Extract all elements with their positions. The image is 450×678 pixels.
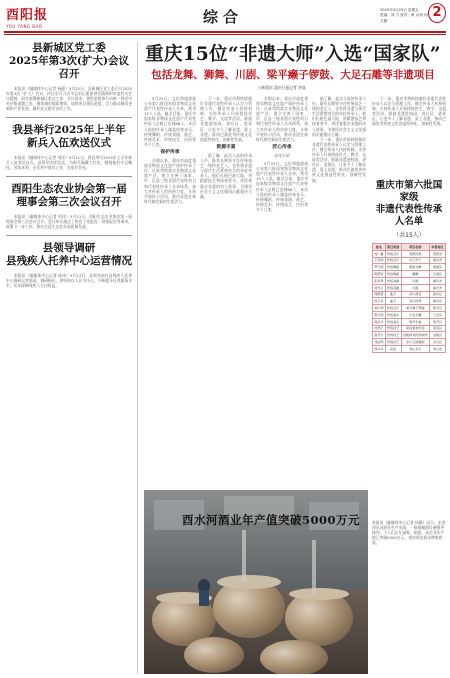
table-cell: 巴南区 (430, 271, 446, 278)
lead-story-paragraph: 长期以来，重庆市高度重视非物质文化遗产保护传承工作，认真贯彻落实非物质文化遗产法，建立完善了国家、市、区县三级非遗代表性项目和代表性传承人名录体系，加大对传承人的扶持力度，支持开展传习活动，推动非遗在新时代焕发新的生机活力。 (256, 96, 308, 142)
table-cell: 罗天明 (374, 265, 384, 270)
story3-body: 本报讯（融媒体中心记者 何佳）5月21日，酉阳生态农业协会第一届理事会第三次会议召开。会议审议通过了协会工作报告、财务报告等事项，部署下一步工作，推动全县生态农业高质量发展。 (6, 213, 132, 230)
table-row (373, 325, 446, 332)
table-cell: 梁平区 (430, 305, 446, 312)
table-cell: 传统技艺 (386, 333, 400, 338)
table-cell: 梁平区 (430, 318, 446, 325)
table-header-row (373, 244, 446, 251)
lead-story-text-block (372, 96, 446, 176)
table-row (373, 332, 446, 339)
lead-story-paragraph: 5月22日，文化和旅游部公布第六批国家级非物质文化遗产代表性传承人名单，我市15人入选。截至目前，重庆市国家级非物质文化遗产代表性传承人总数已达到88人。本次入选的传承人涵盖传统音乐、传统舞蹈、传统戏剧、曲艺、传统美术、传统技艺、民俗等多个门类。 (256, 161, 308, 212)
table-cell: 涪陵榨菜传统制作 (402, 333, 428, 338)
lead-story-paragraph: 据了解，此次入选的传承人中，既有长期坚守在传统技艺一线的老艺人，也有将非遗与现代生活紧密结合的年轻传承人。他们扎根巴渝大地，用精湛技艺和执着坚守，讲述着重庆非遗的动人故事，为建设社会主义文化强国贡献重庆力量。 (312, 96, 366, 137)
lead-story-paragraph: 长期以来，重庆市高度重视非物质文化遗产保护传承工作，认真贯彻落实非物质文化遗产法，建立完善了国家、市、区县三级非遗代表性项目和代表性传承人名录体系，加大对传承人的扶持力度，支持开展传习活动，推动非遗在新时代焕发新的生机活力。 (144, 158, 196, 204)
table-title-line2: 非遗代表性传承人名单 (375, 204, 443, 227)
table-header-cell: 姓名 (373, 244, 386, 251)
story4-title-line2: 县残疾人托养中心运营情况 (6, 254, 132, 267)
table-cell: 传统音乐 (386, 251, 400, 256)
table-cell: 川剧 (401, 284, 430, 291)
table-row (373, 311, 446, 318)
lead-story-subhead-2: 资源丰富 (216, 143, 236, 150)
inheritors-table (372, 243, 446, 353)
page-number-badge: 2 (428, 3, 446, 23)
table-header-cell: 项目类别 (386, 244, 400, 249)
table-cell: 高开宇 (374, 333, 384, 338)
table-cell: 传统美术 (386, 312, 400, 317)
story1-title-line2: 2025年第3次(扩大)会议召开 (9, 55, 129, 80)
table-row (373, 345, 446, 352)
lead-story-paragraph: 5月22日，文化和旅游部公布第六批国家级非物质文化遗产代表性传承人名单，我市15人入选。截至目前，重庆市国家级非物质文化遗产代表性传承人总数已达到88人。本次入选的传承人涵盖传统音乐、传统舞蹈、传统戏剧、曲艺、传统美术、传统技艺、民俗等多个门类。 (144, 96, 196, 147)
lead-story-paragraph: 下一步，重庆市将持续做好非遗代表性传承人认定与管理工作，健全传承人扶持机制，支持传承人开展授徒传艺、教学、交流等活动，鼓励非遗进校园、进社区、进景区，让更多人了解非遗、爱上非遗，推动巴渝优秀传统文化创造性转化、创新性发展。 (200, 96, 252, 142)
table-cell: 涪陵区 (430, 332, 446, 339)
lead-story-paragraph: 下一步，重庆市将持续做好非遗代表性传承人认定与管理工作，健全传承人扶持机制，支持传承人开展授徒传艺、教学、交流等活动，鼓励非遗进校园、进社区、进景区，让更多人了解非遗、爱上非遗，推动巴渝优秀传统文化创造性转化、创新性发展。 (372, 96, 446, 127)
table-row (373, 284, 446, 291)
table-cell: 民俗 (385, 345, 401, 352)
issue-editors: 责编：刘 力 校对：黄 诗谙 何文静 (380, 13, 428, 23)
lead-story-paragraph: 据了解，此次入选的传承人中，既有长期坚守在传统技艺一线的老艺人，也有将非遗与现代生活紧密结合的年轻传承人。他们扎根巴渝大地，用精湛技艺和执着坚守，讲述着重庆非遗的动人故事，为建设社会主义文化强国贡献重庆力量。 (200, 152, 252, 199)
table-cell: 传统音乐 (386, 305, 400, 310)
distillery-story-body: 本报讯（融媒体中心记者 杨静）近日，走进酉水河酒业生产车间，一排排酿酒设备整齐排列，工人们正忙碌着。据悉，该企业年产值已突破5000万元，带动周边群众增收致富。 (372, 520, 446, 546)
table-cell: 邓成明 (374, 339, 384, 344)
story2-title-line2: 新兵入伍欢送仪式 (27, 137, 111, 150)
inheritors-list-box (372, 180, 446, 353)
table-cell: 重庆市 (430, 277, 446, 284)
table-cell: 杜德宇 (374, 326, 384, 331)
table-cell: 重庆市 (430, 284, 446, 291)
story1-headline (6, 42, 132, 81)
table-cell: 传统戏剧 (386, 278, 400, 283)
logo-subtext: YOU YANG BAO (6, 24, 43, 29)
table-cell: 酉阳县 (430, 250, 446, 257)
lead-story-paragraph: 下一步，重庆市将持续做好非遗代表性传承人认定与管理工作，健全传承人扶持机制，支持传承人开展授徒传艺、教学、交流等活动，鼓励非遗进校园、进社区、进景区，让更多人了解非遗、爱上非遗，推动巴渝优秀传统文化创造性转化、创新性发展。 (312, 136, 366, 183)
table-cell: 四川清音 (401, 291, 430, 298)
lead-story-column-3 (256, 96, 308, 486)
table-row (373, 318, 446, 325)
table-cell: 重庆市 (430, 257, 446, 264)
table-cell: 传统戏剧 (386, 285, 400, 290)
table-header-cell: 申报地区 (431, 244, 444, 249)
table-cell: 铜梁区 (430, 264, 446, 271)
table-cell: 陈可明 (374, 312, 384, 317)
table-cell: 梁平年画 (401, 318, 430, 325)
lead-story-column-5 (372, 96, 446, 127)
table-body (373, 250, 446, 352)
divider (6, 176, 132, 177)
story4-title-line1: 县领导调研 (42, 241, 96, 254)
story3-title-line2: 理事会第三次会议召开 (16, 195, 122, 208)
table-cell: 大足区 (430, 311, 446, 318)
table-cell: 周洪兵 (374, 319, 384, 324)
table-cell: 永川豆豉酿制 (401, 339, 430, 346)
masthead-rule-thin (4, 34, 446, 35)
lead-story-column-1 (144, 96, 196, 486)
story1-title-line1: 县新城区党工委 (32, 42, 106, 54)
lead-story-headline (142, 44, 444, 82)
lead-story-byline: ○新重庆-重庆日报记者 李晟 (258, 85, 306, 90)
table-cell: 荣昌区 (430, 325, 446, 332)
divider (6, 235, 132, 236)
story3-title-line1: 酉阳生态农业协会第一届 (11, 182, 127, 195)
story2-body: 本报讯（融媒体中心记者 刘洋）5月21日，我县举行2025年上半年新兵入伍欢送仪式。县领导出席仪式，为新兵佩戴大红花，勉励他们牢记嘱托，苦练本领，在军营中建功立业，为家乡争光。 (6, 155, 132, 171)
table-cell: 秀山花灯 (401, 345, 430, 352)
distillery-story-headline: 酉水河酒业年产值突破5000万元 (181, 513, 360, 527)
table-row (373, 339, 446, 346)
divider (6, 117, 132, 118)
table-cell: 川江号子 (401, 257, 430, 264)
story1-body: 本报讯（融媒体中心记者 杨静）5月22日，县新城区党工委召开2025年第3次（扩大）会议，传达学习习近平总书记重要讲话精神和市委有关会议精神，研究部署新城区重点工作。会议要求，要把思想和行动统一到党中央决策部署上来，聚焦城市提质增效，加快项目建设进度，全力推动城市更新和产业发展，做好安全稳定各项工作。 (6, 86, 132, 112)
table-cell: 曲艺 (385, 291, 401, 298)
section-title: 综合 (203, 8, 244, 26)
table-cell: 永川区 (430, 339, 446, 346)
table-cell: 刘光宇 (374, 285, 384, 290)
table-cell: 张凤琴 (374, 278, 384, 283)
story4-headline (6, 242, 132, 268)
table-cell: 传统美术 (386, 319, 400, 324)
table-cell: 杨玉华 (374, 299, 384, 304)
table-row (373, 271, 446, 278)
logo-text: 酉阳报 (6, 8, 49, 23)
masthead-rule (4, 31, 446, 33)
table-cell: 谭德君 (374, 292, 384, 297)
table-cell: 陈德荣 (374, 271, 384, 276)
lead-story-subtitle: 包括龙舞、狮舞、川剧、梁平癞子锣鼓、大足石雕等非遗项目 (151, 69, 435, 81)
lead-story-column-2 (200, 96, 252, 486)
publication-info (380, 8, 428, 24)
table-count: （共15人） (393, 232, 425, 239)
table-cell: 铜梁龙舞 (401, 264, 430, 271)
table-row (373, 264, 446, 271)
table-row (373, 250, 446, 257)
lead-story-title: 重庆15位“非遗大师”入选“国家队” (145, 44, 441, 65)
masthead (0, 0, 450, 34)
table-cell: 渝中区 (430, 298, 446, 305)
table-cell: 酉阳民歌 (401, 250, 430, 257)
table-cell: 冉广鑫 (374, 251, 384, 256)
table-cell: 徐兴华 (374, 346, 384, 351)
newspaper-logo (6, 4, 52, 30)
table-header-cell: 项目名称 (401, 244, 430, 251)
table-cell: 秀山县 (430, 345, 446, 352)
table-cell: 荣昌夏布织造 (401, 325, 430, 332)
table-row (373, 291, 446, 298)
table-cell: 传统舞蹈 (386, 271, 400, 276)
table-cell: 传统技艺 (386, 326, 400, 331)
table-row (373, 277, 446, 284)
table-cell: 传统技艺 (386, 339, 400, 344)
table-cell: 大足石雕 (401, 311, 430, 318)
table-cell: 王发明 (374, 258, 384, 263)
story3-headline (6, 183, 132, 209)
table-title-line1: 重庆市第六批国家级 (375, 180, 443, 203)
table-row (373, 298, 446, 305)
table-cell: 传统舞蹈 (386, 265, 400, 270)
table-cell: 狮舞 (401, 271, 430, 278)
table-cell: 曲艺 (385, 298, 401, 305)
lead-story-subhead-note: 成果丰硕 (274, 152, 290, 158)
story2-title-line1: 我县举行2025年上半年 (12, 124, 126, 137)
lead-story-subhead-1: 保护传承 (160, 148, 180, 155)
story4-body: 本报讯（融媒体中心记者 陈伟）5月21日，县领导前往县残疾人托养中心调研运营情况。调研指出，要坚持以人民为中心，不断提升托养服务水平，切实保障残疾人合法权益。 (6, 272, 132, 288)
table-cell: 渝中区 (430, 291, 446, 298)
table-cell: 川剧 (401, 277, 430, 284)
table-cell: 刘小明 (374, 305, 384, 310)
table-cell: 梁平癞子锣鼓 (401, 305, 430, 312)
lead-story-subhead-3: 匠心传承 (272, 143, 292, 150)
table-cell: 传统音乐 (386, 258, 400, 263)
lead-story-column-4 (312, 96, 366, 486)
table-row (373, 257, 446, 264)
table-row (373, 305, 446, 312)
story2-headline (6, 124, 132, 150)
table-cell: 四川扬琴 (401, 298, 430, 305)
left-news-column (6, 42, 138, 674)
issue-date: 2025年5月23日 星期五 (380, 8, 419, 12)
